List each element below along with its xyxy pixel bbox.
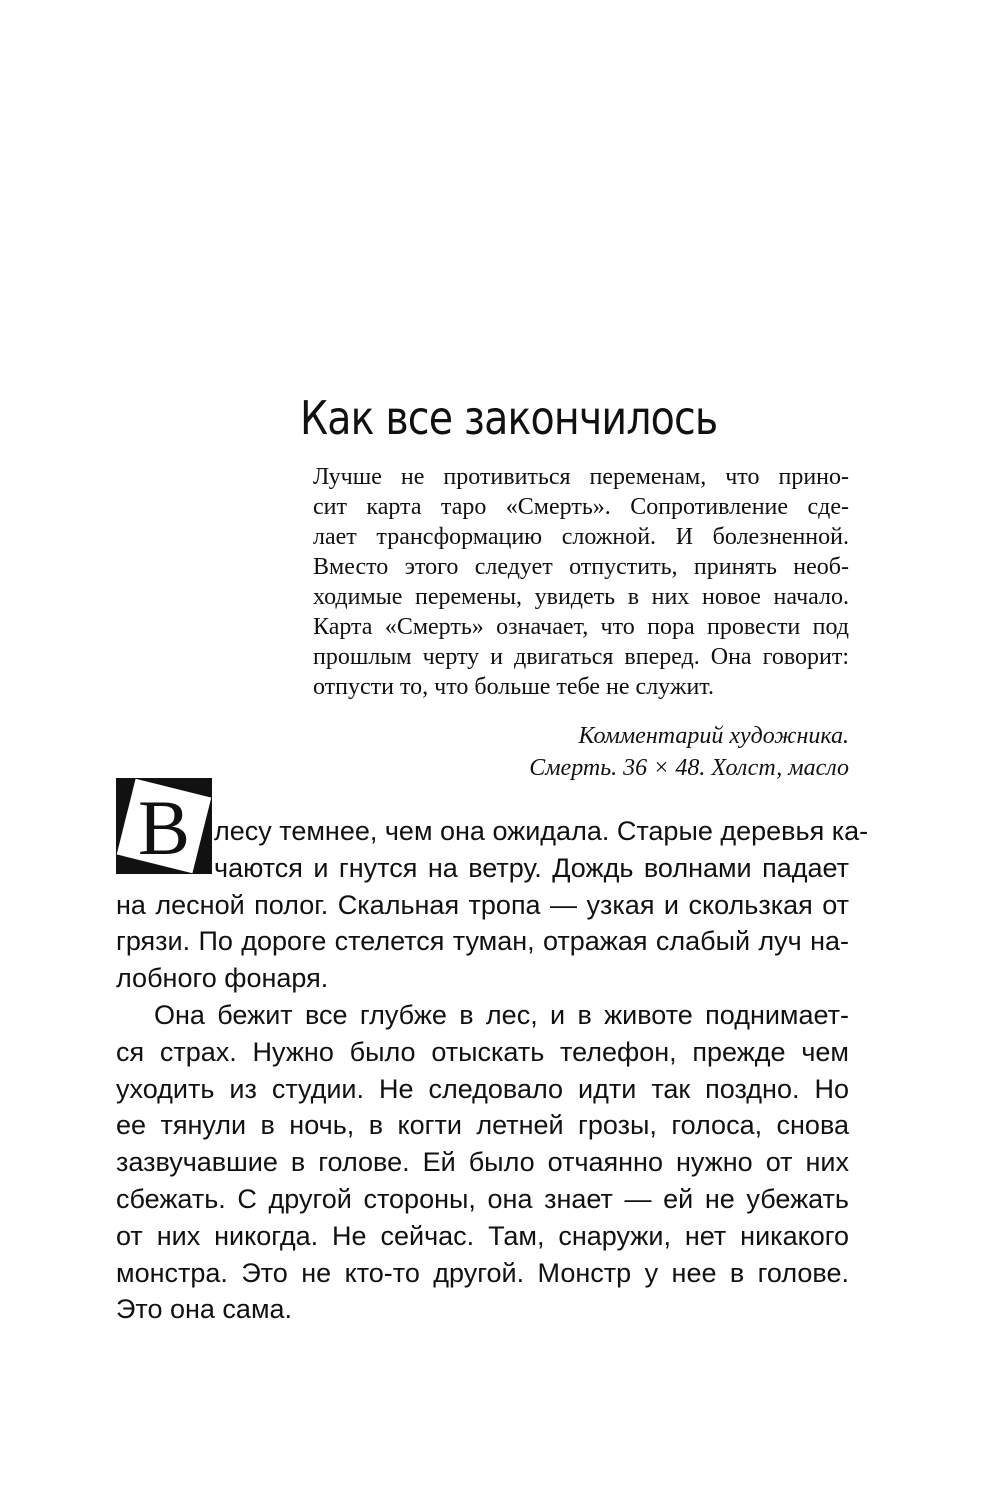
paragraph bbox=[116, 813, 869, 997]
text-line: уходить из студии. Не следовало идти так поздно. Но bbox=[116, 1073, 849, 1104]
paragraph bbox=[116, 997, 849, 1328]
chapter-title: Как все закончилось bbox=[300, 391, 718, 445]
epigraph-line: Лучше не противиться переменам, что прино- bbox=[313, 464, 849, 490]
epigraph-line: прошлым черту и двигаться вперед. Она говорит: bbox=[313, 644, 849, 670]
attribution-line: Комментарий художника. bbox=[578, 723, 849, 749]
epigraph-attribution bbox=[313, 720, 849, 784]
epigraph-line: сит карта таро «Смерть». Сопротивление сде- bbox=[313, 494, 849, 520]
epigraph-line: Вместо этого следует отпустить, принять необ- bbox=[313, 554, 849, 580]
epigraph-line: ходимые перемены, увидеть в них новое начало. bbox=[313, 584, 849, 610]
text-line: лобного фонаря. bbox=[116, 963, 329, 994]
epigraph-line: Карта «Смерть» означает, что пора провести под bbox=[313, 614, 849, 640]
text-line: монстра. Это не кто-то другой. Монстр у нее в голове. bbox=[116, 1257, 849, 1288]
epigraph bbox=[313, 462, 849, 702]
epigraph-line: лает трансформацию сложной. И болезненной. bbox=[313, 524, 849, 550]
text-line: лесу темнее, чем она ожидала. Старые деревья ка- bbox=[214, 816, 869, 846]
text-line: Она бежит все глубже в лес, и в животе поднимает- bbox=[154, 999, 849, 1030]
text-line: Это она сама. bbox=[116, 1294, 293, 1325]
attribution-line: Смерть. 36 × 48. Холст, масло bbox=[529, 755, 849, 781]
text-line: ся страх. Нужно было отыскать телефон, прежде чем bbox=[116, 1036, 849, 1067]
body-text bbox=[116, 813, 869, 1328]
text-line: на лесной полог. Скальная тропа — узкая и скользкая от bbox=[116, 889, 849, 920]
epigraph-line: отпусти то, что больше тебе не служит. bbox=[313, 674, 714, 700]
text-line: грязи. По дороге стелется туман, отражая слабый луч на- bbox=[116, 926, 849, 957]
text-line: ее тянули в ночь, в когти летней грозы, голоса, снова bbox=[116, 1110, 849, 1141]
text-line: от них никогда. Не сейчас. Там, снаружи, нет никакого bbox=[116, 1220, 849, 1251]
text-line: зазвучавшие в голове. Ей было отчаянно нужно от них bbox=[116, 1147, 849, 1178]
drop-cap-letter: В bbox=[137, 784, 191, 871]
text-line: сбежать. С другой стороны, она знает — ей не убежать bbox=[116, 1183, 849, 1214]
text-line: чаются и гнутся на ветру. Дождь волнами падает bbox=[214, 852, 849, 883]
